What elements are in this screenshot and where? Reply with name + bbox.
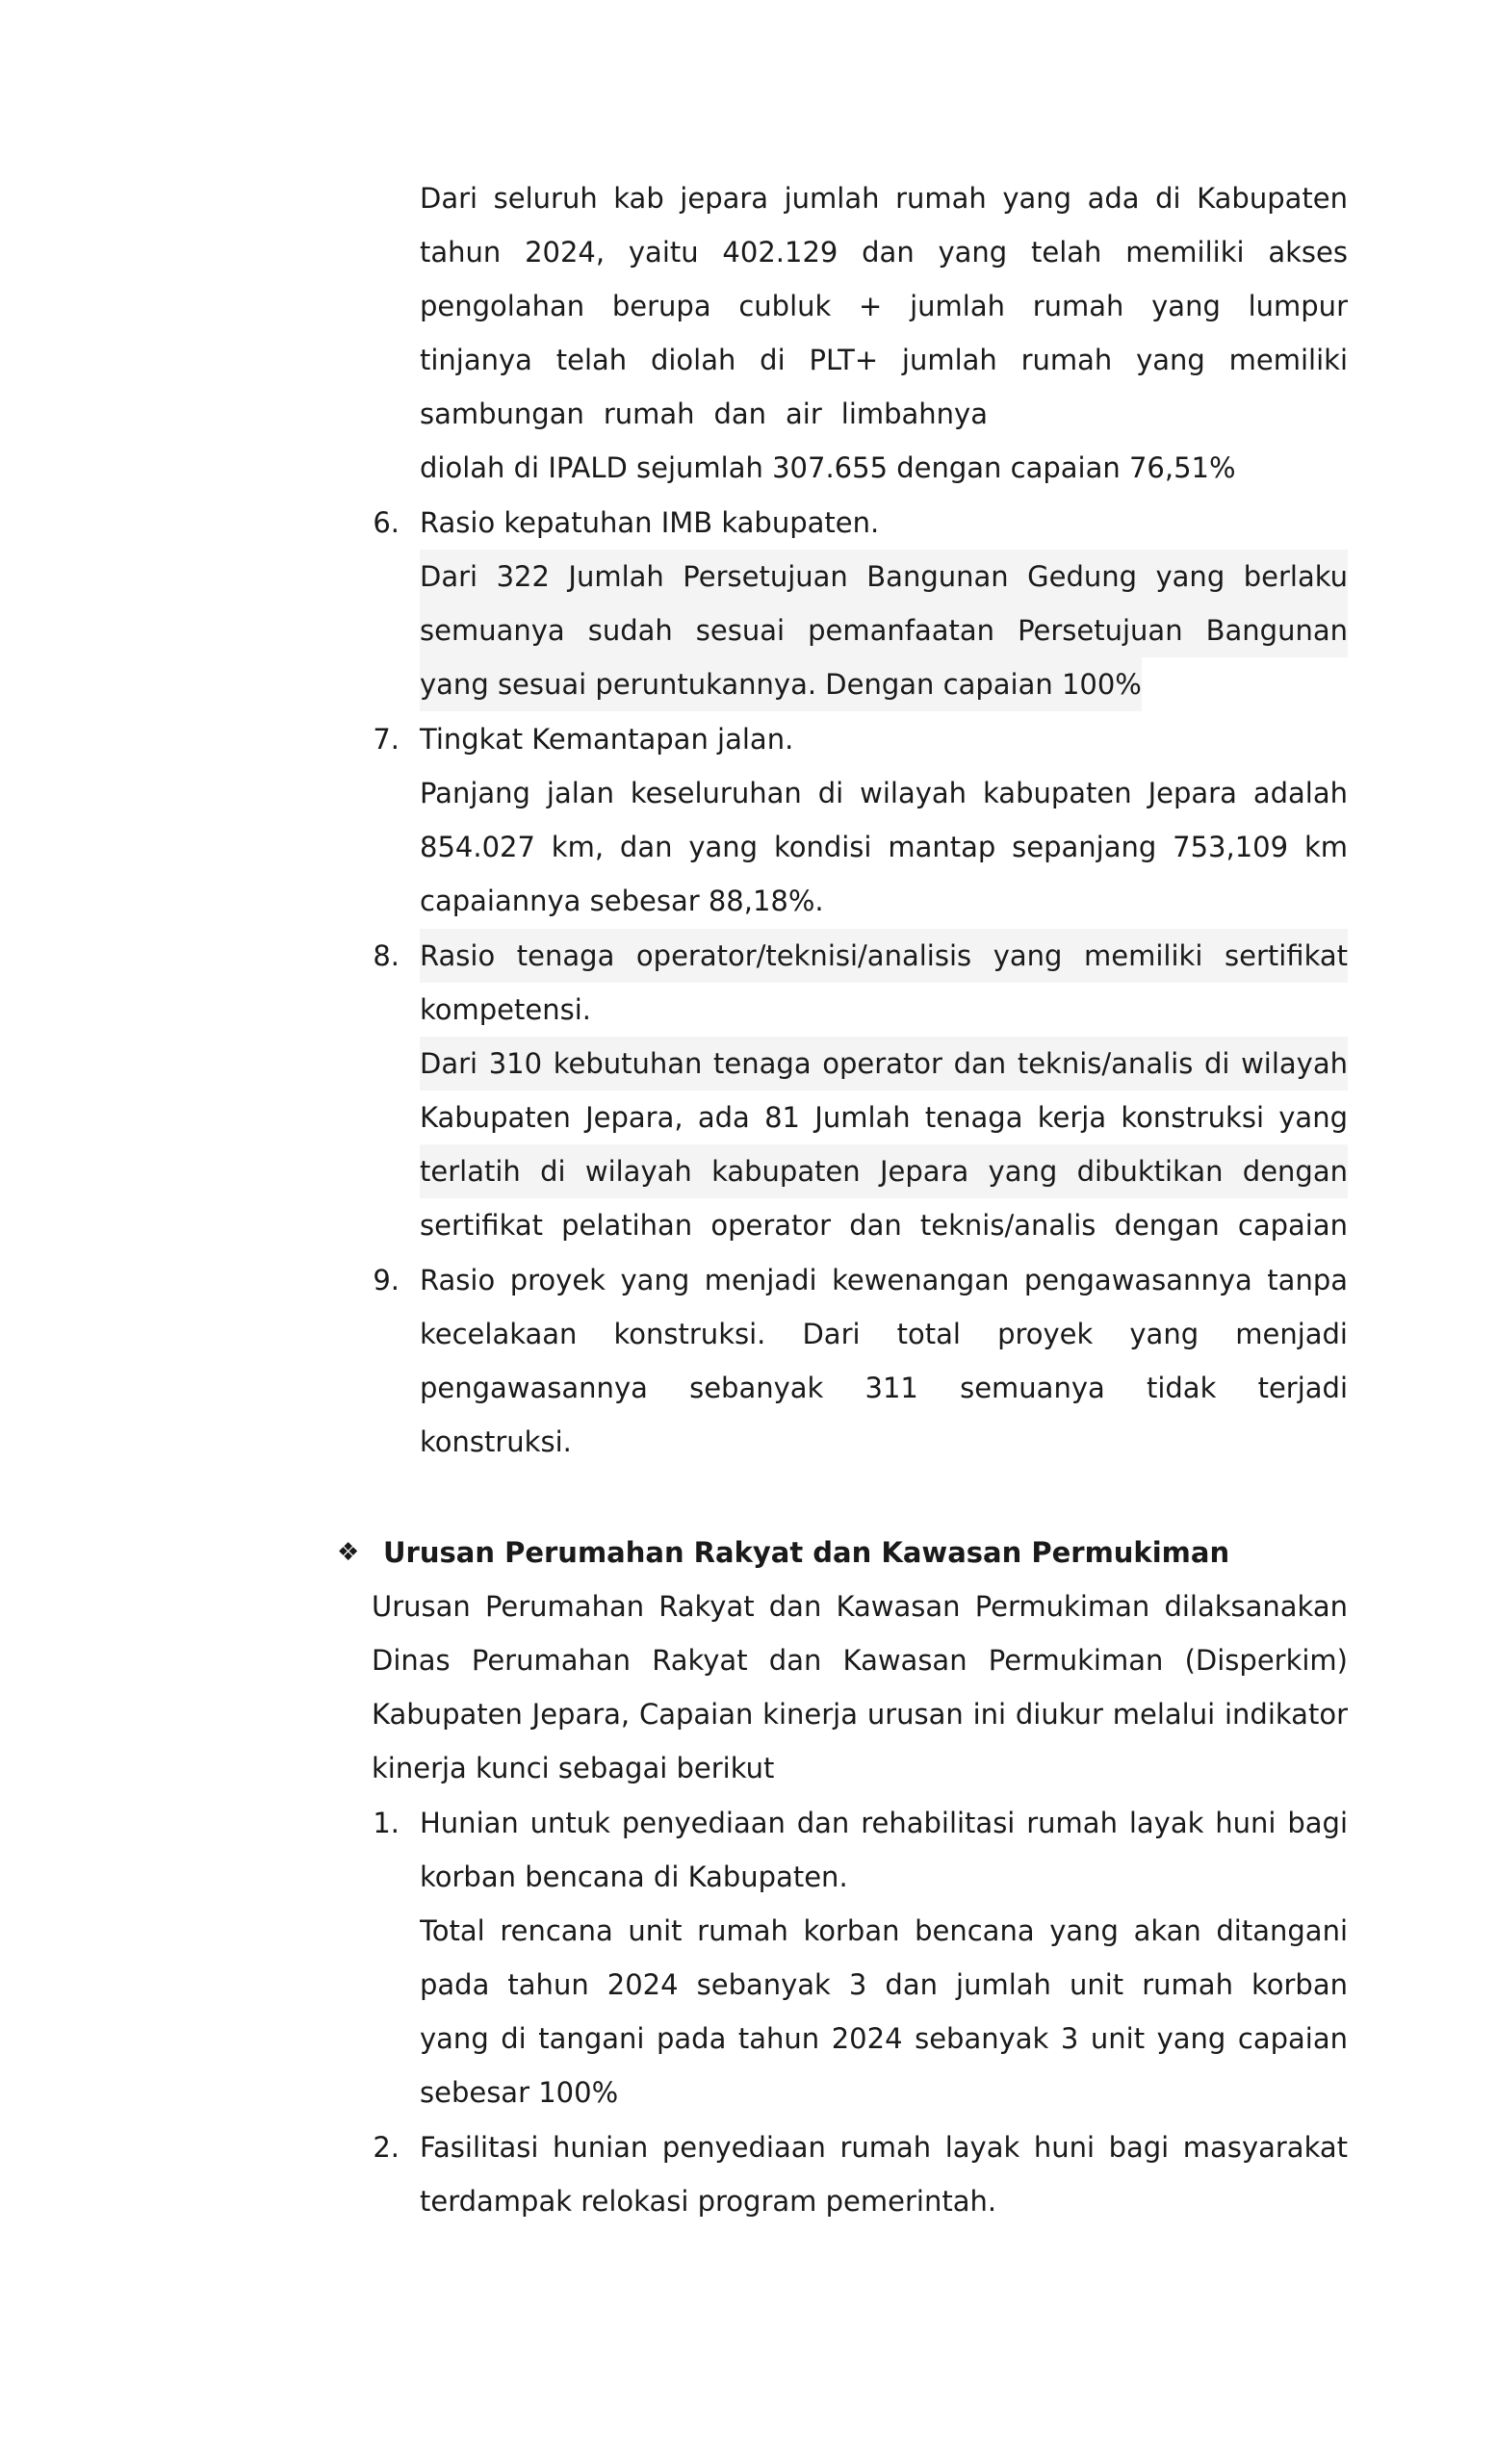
paragraph-line: tinjanya telah diolah di PLT+ jumlah rumah yang memiliki: [420, 344, 1348, 376]
section-heading: Urusan Perumahan Rakyat dan Kawasan Permukiman: [383, 1536, 1230, 1569]
list-item-number: 9.: [373, 1264, 400, 1296]
list-item-title: korban bencana di Kabupaten.: [420, 1861, 848, 1893]
list-item-number: 1.: [373, 1807, 400, 1839]
list-item-body-line: Kabupaten Jepara, ada 81 Jumlah tenaga kerja konstruksi yang: [420, 1101, 1348, 1134]
paragraph-line: pengolahan berupa cubluk + jumlah rumah yang lumpur: [420, 290, 1348, 322]
list-item-title: Tingkat Kemantapan jalan.: [420, 723, 794, 756]
list-item-body-line: yang di tangani pada tahun 2024 sebanyak 3 unit yang capaian: [420, 2022, 1348, 2055]
list-item-body-line: Panjang jalan keseluruhan di wilayah kabupaten Jepara adalah: [420, 777, 1348, 809]
paragraph-line: Urusan Perumahan Rakyat dan Kawasan Permukiman dilaksanakan: [372, 1590, 1348, 1623]
paragraph-line: Dari seluruh kab jepara jumlah rumah yang ada di Kabupaten: [420, 182, 1348, 215]
list-item-body-line: 854.027 km, dan yang kondisi mantap sepanjang 753,109 km: [420, 831, 1348, 863]
list-item-title: kompetensi.: [420, 993, 591, 1026]
list-item-body-line: sertifikat pelatihan operator dan teknis/analis dengan capaian: [420, 1209, 1348, 1242]
list-item-body-line: capaiannya sebesar 88,18%.: [420, 885, 824, 917]
list-item-body-line: pada tahun 2024 sebanyak 3 dan jumlah unit rumah korban: [420, 1968, 1348, 2001]
list-item-body-line: sebesar 100%: [420, 2076, 619, 2109]
list-item-body-line: semuanya sudah sesuai pemanfaatan Persetujuan Bangunan: [420, 603, 1348, 657]
paragraph-line: diolah di IPALD sejumlah 307.655 dengan capaian 76,51%: [420, 451, 1236, 484]
list-item-title: pengawasannya sebanyak 311 semuanya tidak terjadi: [420, 1372, 1348, 1404]
diamond-bullet-icon: ❖: [337, 1538, 360, 1567]
list-item-body-line: Dari 310 kebutuhan tenaga operator dan teknis/analis di wilayah: [420, 1037, 1348, 1091]
list-item-title: kecelakaan konstruksi. Dari total proyek yang menjadi: [420, 1318, 1348, 1350]
list-item-number: 6.: [373, 506, 400, 539]
paragraph-line: Dinas Perumahan Rakyat dan Kawasan Permukiman (Disperkim): [372, 1644, 1348, 1677]
list-item-title: Hunian untuk penyediaan dan rehabilitasi rumah layak huni bagi: [420, 1807, 1348, 1839]
paragraph-line: tahun 2024, yaitu 402.129 dan yang telah memiliki akses: [420, 236, 1348, 269]
list-item-body-line: Total rencana unit rumah korban bencana yang akan ditangani: [420, 1914, 1348, 1947]
list-item-number: 2.: [373, 2131, 400, 2164]
list-item-title: konstruksi.: [420, 1425, 572, 1458]
list-item-title: Fasilitasi hunian penyediaan rumah layak huni bagi masyarakat: [420, 2131, 1348, 2164]
list-item-body-line: terlatih di wilayah kabupaten Jepara yang dibuktikan dengan: [420, 1144, 1348, 1198]
list-item-body-line: yang sesuai peruntukannya. Dengan capaian 100%: [420, 657, 1142, 711]
paragraph-line: Kabupaten Jepara, Capaian kinerja urusan ini diukur melalui indikator: [372, 1698, 1348, 1731]
list-item-body-line: Dari 322 Jumlah Persetujuan Bangunan Gedung yang berlaku: [420, 550, 1348, 603]
list-item-title: Rasio kepatuhan IMB kabupaten.: [420, 506, 880, 539]
list-item-number: 8.: [373, 939, 400, 972]
list-item-number: 7.: [373, 723, 400, 756]
paragraph-line: kinerja kunci sebagai berikut: [372, 1752, 775, 1784]
list-item-title: terdampak relokasi program pemerintah.: [420, 2185, 997, 2218]
list-item-title: Rasio proyek yang menjadi kewenangan pengawasannya tanpa: [420, 1264, 1348, 1296]
paragraph-line: sambungan rumah dan air limbahnya: [420, 398, 988, 430]
list-item-title: Rasio tenaga operator/teknisi/analisis yang memiliki sertifikat: [420, 929, 1348, 983]
